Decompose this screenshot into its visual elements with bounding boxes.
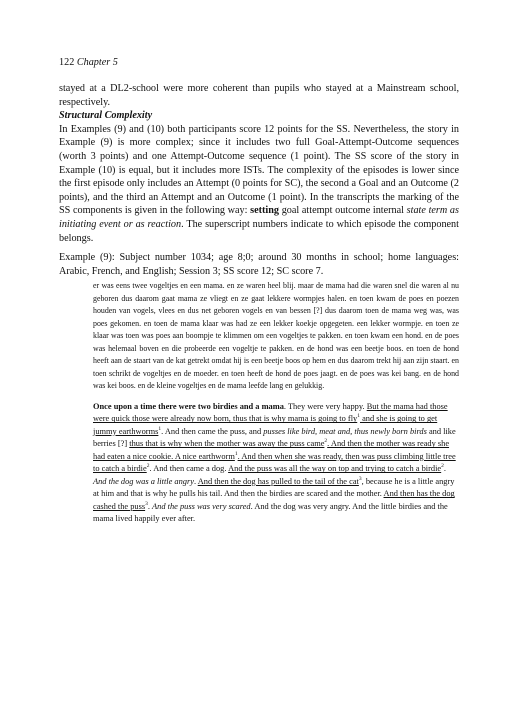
attempt-segment: thus that is why when the mother was away the puss came	[129, 439, 325, 449]
episode-number: 2	[146, 463, 150, 470]
chapter-title: Chapter 5	[76, 57, 118, 68]
goal-segment: and she is going to get jummy earthworms	[93, 414, 438, 436]
setting-segment: Once upon a time there were two birdies and a mama	[93, 401, 284, 411]
outcome-segment: And then has the dog cashed the puss	[93, 489, 455, 511]
episode-number: 1	[158, 426, 162, 433]
goal-segment: But the mama had those were quick those were already now born, thus that is why mama is going to fly	[93, 401, 448, 424]
intro-paragraph: stayed at a DL2-school were more coherent than pupils who stayed at a Mainstream school, respectively.	[59, 83, 459, 108]
setting-term: setting	[250, 205, 280, 217]
translation-text: .	[193, 476, 198, 486]
attempt-segment: And then the dog has pulled to the tail of the cat	[197, 476, 359, 486]
section-heading: Structural Complexity	[59, 110, 153, 122]
episode-number: 2	[324, 438, 328, 445]
internal-state-segment: And the puss was very scared	[152, 501, 251, 511]
paragraph-text: . The superscript numbers indicate to which episode the component belongs.	[59, 218, 459, 244]
body-text	[59, 82, 459, 526]
paragraph-text: In Examples (9) and (10) both participants score 12 points for the SS. Nevertheless, the story in Example (9) is more complex; since it includes two full Goal-Attempt-Outcome sequences (worth 3 points) and one Attempt-Outcome sequence (1 point). The SS score of the story in Example (10) is equal, but it includes more ISTs. The complexity of the episodes is lower since the first episode only includes an Attempt (0 points for SC), the second a Goal and an Outcome (2 points), and the third an Attempt and an Outcome (1 point). In the transcripts the marking of the SS components is given in the following way:	[59, 123, 459, 217]
state-term-phrase: state term as initiating event or as reaction	[59, 205, 459, 230]
translation-text: .	[443, 464, 446, 474]
translation-text: .	[147, 501, 153, 511]
attempt-segment: . And then when she was ready, then was puss climbing little tree to catch a birdie	[93, 451, 456, 474]
example-label: Example (9): Subject number 1034; age 8;0; around 30 months in school; home languages: Arabic, French, and English; Session 3; SS score 12; SC score 7.	[59, 252, 459, 277]
episode-number: 3	[145, 501, 148, 508]
translation-text: and like berries [?]	[93, 426, 456, 449]
episode-number: 2	[441, 463, 444, 470]
attempt-segment: And the puss was all the way on top and trying to catch a birdie	[228, 464, 442, 474]
internal-state-segment: And the dog was a little angry	[93, 476, 194, 486]
english-translation	[93, 401, 459, 526]
internal-state-segment: pusses like bird, meat and, thus newly born birds	[263, 426, 427, 436]
episode-number: 1	[357, 413, 360, 420]
translation-text: . And the dog was very angry. And the little birdies and the mama lived happily ever after.	[93, 501, 448, 524]
translation-text: . And then came the puss, and	[161, 426, 264, 436]
translation-text: , because he is a little angry at him and that is why he pulls his tail. And then the birdies are scared and the mother.	[93, 476, 455, 499]
paragraph-text: goal attempt outcome internal	[279, 205, 407, 217]
dutch-transcript: er was eens twee vogeltjes en een mama. en ze waren heel blij. maar de mama had die waren snel die waren al nu geboren dus daarom gaat mama ze vliegt en ze gaat lekkere wormpjes halen. en toen kwam de poes en poezen houden van vogels, vlees en dus net geboren vogels en van bessen [?] dus daarom toen de mama weg was, was poes gekomen. en toen de mama klaar was had ze een lekker koekje opgegeten. een lekker wormpje. en toen ze klaar was toen was poes aan boompje te klimmen om een vogeltjes te pakken. en toen kwam een hond. en de poes was helemaal boven en die probeerde een vogeltje te pakken. en de hond was een beetje boos. en toen de hond heeft aan de staart van de kat getrekt omdat hij is een beetje boos op hem en dus daarom trekt hij aan zijn staart. en toen schrikt de vogeltjes en de moeder. en toen heeft de hond de poes jaagt. en de poes was kei bang. en de hond was kei boos. en de kleine vogeltjes en de mama leefde lang en gelukkig.	[93, 281, 459, 391]
translation-text: . They were very happy.	[283, 401, 367, 411]
episode-number: 1	[234, 451, 238, 458]
episode-number: 3	[358, 476, 362, 483]
translation-text: . And then came a dog.	[149, 464, 229, 474]
structural-complexity-paragraph	[59, 123, 459, 245]
page-number: 122	[59, 57, 75, 68]
outcome-segment: . And then the mother was ready she had eaten a nice cookie. A nice earthworm	[93, 439, 450, 461]
running-header	[59, 56, 118, 69]
